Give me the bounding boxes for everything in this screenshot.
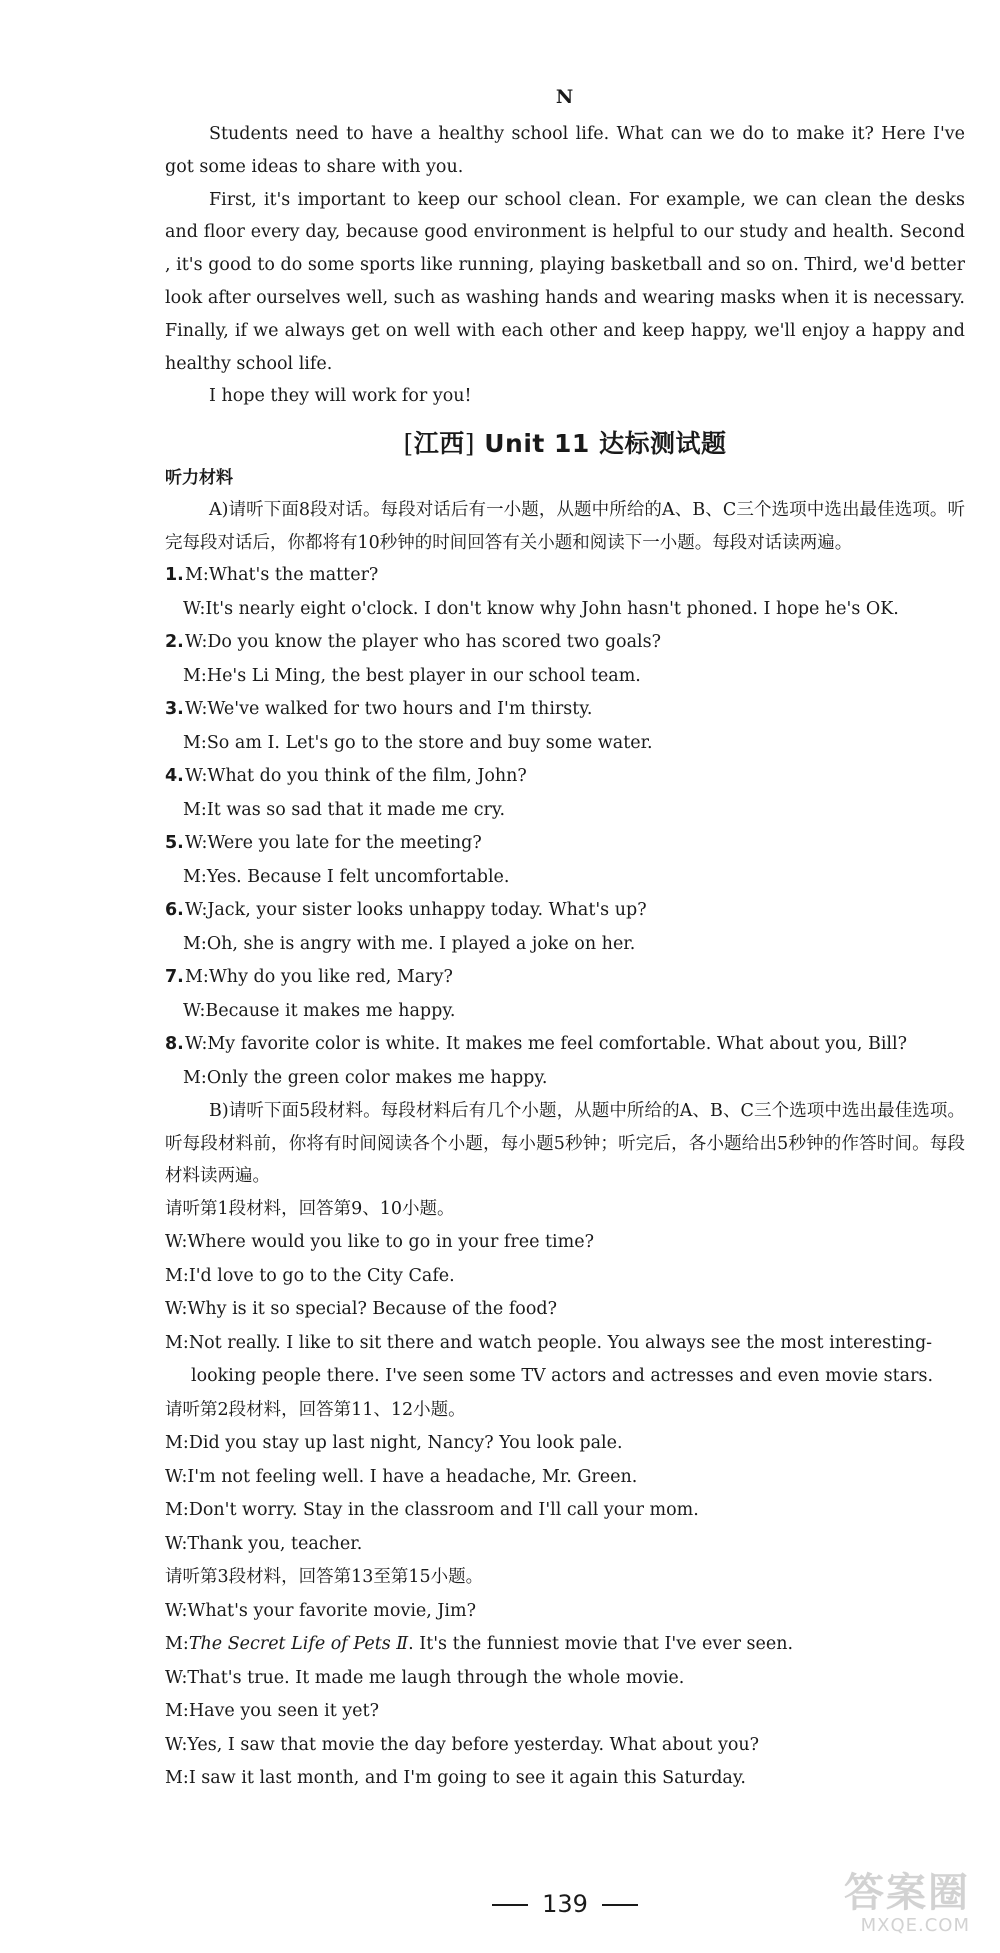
dialogue-item <box>165 760 965 827</box>
essay-paragraph-1: Students need to have a healthy school life. What can we do to make it? Here I've got some ideas to share with you. <box>165 124 965 177</box>
dialogue-line: M:What's the matter? <box>185 565 379 585</box>
dialogue-line: W:We've walked for two hours and I'm thirsty. <box>185 699 593 719</box>
dialogue-number: 8. <box>165 1034 184 1054</box>
dialogue-number: 5. <box>165 833 184 853</box>
dialogue-number: 7. <box>165 967 184 987</box>
material-line: W:Yes, I saw that movie the day before yesterday. What about you? <box>165 1734 760 1755</box>
section-letter: N <box>555 86 575 108</box>
material-line: W:I'm not feeling well. I have a headache, Mr. Green. <box>165 1466 638 1487</box>
watermark-logo <box>770 1871 970 1941</box>
dialogue-number: 6. <box>165 900 184 920</box>
footer-dash-left <box>492 1904 528 1906</box>
material-line: M:Have you seen it yet? <box>165 1701 379 1721</box>
material-2 <box>165 1394 965 1562</box>
material-line: M:Did you stay up last night, Nancy? You look pale. <box>165 1433 623 1453</box>
dialogue-number: 1. <box>165 565 184 585</box>
dialogue-line: M:Why do you like red, Mary? <box>185 967 453 987</box>
material-line: M:I saw it last month, and I'm going to see it again this Saturday. <box>165 1768 746 1788</box>
dialogue-reply: M:Yes. Because I felt uncomfortable. <box>183 866 510 887</box>
dialogue-reply: M:He's Li Ming, the best player in our school team. <box>183 665 641 686</box>
dialogue-reply: M:So am I. Let's go to the store and buy some water. <box>183 732 653 753</box>
essay-paragraph-3: I hope they will work for you! <box>209 386 472 407</box>
listening-section <box>165 462 965 1796</box>
material-line: W:Where would you like to go in your free time? <box>165 1232 594 1252</box>
essay-body <box>165 118 965 413</box>
part-b-instructions: B)请听下面5段材料。每段材料后有几个小题，从题中所给的A、B、C三个选项中选出最佳选项。听每段材料前，你将有时间阅读各个小题，每小题5秒钟；听完后，各小题给出5秒钟的作答时间。每段材料读两遍。 <box>165 1101 965 1186</box>
material-heading: 请听第1段材料，回答第9、10小题。 <box>165 1198 455 1219</box>
movie-title: The Secret Life of Pets Ⅱ <box>188 1634 409 1654</box>
material-line: W:Thank you, teacher. <box>165 1533 363 1554</box>
material-line: M:I'd love to go to the City Cafe. <box>165 1265 455 1286</box>
bracket-open: [ <box>403 429 414 458</box>
line-suffix: . It's the funniest movie that I've ever seen. <box>408 1634 794 1654</box>
dialogue-reply: M:Only the green color makes me happy. <box>183 1067 548 1088</box>
essay-paragraph-2: First, it's important to keep our school clean. For example, we can clean the desks and floor every day, because good environment is helpful to our study and health. Second , it's good to do some sports like running, playing basketball and so on. Third, we'd better look after ourselves well, such as washing hands and wearing masks when it is necessary. Finally, if we always get on well with each other and keep happy, we'll enjoy a happy and healthy school life. <box>165 189 965 374</box>
dialogue-number: 4. <box>165 766 184 786</box>
watermark-url: MXQE.COM <box>860 1915 970 1936</box>
material-3 <box>165 1561 965 1796</box>
dialogue-line: W:Were you late for the meeting? <box>185 833 482 853</box>
unit-title-text: Unit 11 达标测试题 <box>484 429 727 458</box>
dialogue-line: W:My favorite color is white. It makes me feel comfortable. What about you, Bill? <box>185 1034 908 1054</box>
speaker-prefix: M: <box>165 1634 189 1654</box>
bracket-close: ] <box>464 429 475 458</box>
material-line: M:Don't worry. Stay in the classroom and I'll call your mom. <box>165 1500 699 1520</box>
material-heading: 请听第2段材料，回答第11、12小题。 <box>165 1399 466 1420</box>
material-line <box>165 1628 965 1662</box>
footer-dash-right <box>602 1904 638 1906</box>
dialogue-line: W:Jack, your sister looks unhappy today. What's up? <box>185 900 647 920</box>
unit-region: 江西 <box>413 429 465 458</box>
part-a-instructions: A)请听下面8段对话。每段对话后有一小题，从题中所给的A、B、C三个选项中选出最佳选项。听完每段对话后，你都将有10秒钟的时间回答有关小题和阅读下一小题。每段对话读两遍。 <box>165 500 965 553</box>
dialogue-reply: M:It was so sad that it made me cry. <box>183 799 506 820</box>
dialogue-number: 2. <box>165 632 184 652</box>
dialogue-item <box>165 961 965 1028</box>
dialogue-number: 3. <box>165 699 184 719</box>
material-line: M:Not really. I like to sit there and watch people. You always see the most interesting-looking people there. I've seen some TV actors and actresses and even movie stars. <box>165 1332 934 1386</box>
dialogue-item <box>165 626 965 693</box>
watermark-text: 答案圈 <box>844 1870 970 1916</box>
dialogue-item <box>165 693 965 760</box>
unit-title <box>0 424 1000 460</box>
dialogue-list <box>165 559 965 1095</box>
listening-heading: 听力材料 <box>165 468 233 488</box>
dialogue-reply: W:It's nearly eight o'clock. I don't know why John hasn't phoned. I hope he's OK. <box>183 598 899 619</box>
dialogue-item <box>165 894 965 961</box>
material-line: W:What's your favorite movie, Jim? <box>165 1600 476 1621</box>
dialogue-item <box>165 827 965 894</box>
dialogue-item <box>165 1028 965 1095</box>
dialogue-item <box>165 559 965 626</box>
material-line: W:That's true. It made me laugh through the whole movie. <box>165 1667 685 1688</box>
material-1 <box>165 1193 965 1394</box>
material-line: W:Why is it so special? Because of the food? <box>165 1299 557 1319</box>
dialogue-line: W:What do you think of the film, John? <box>185 766 527 786</box>
dialogue-reply: W:Because it makes me happy. <box>183 1000 456 1021</box>
material-heading: 请听第3段材料，回答第13至第15小题。 <box>165 1567 484 1587</box>
dialogue-line: W:Do you know the player who has scored two goals? <box>185 632 661 652</box>
dialogue-reply: M:Oh, she is angry with me. I played a joke on her. <box>183 933 636 954</box>
page-number: 139 <box>542 1890 588 1918</box>
